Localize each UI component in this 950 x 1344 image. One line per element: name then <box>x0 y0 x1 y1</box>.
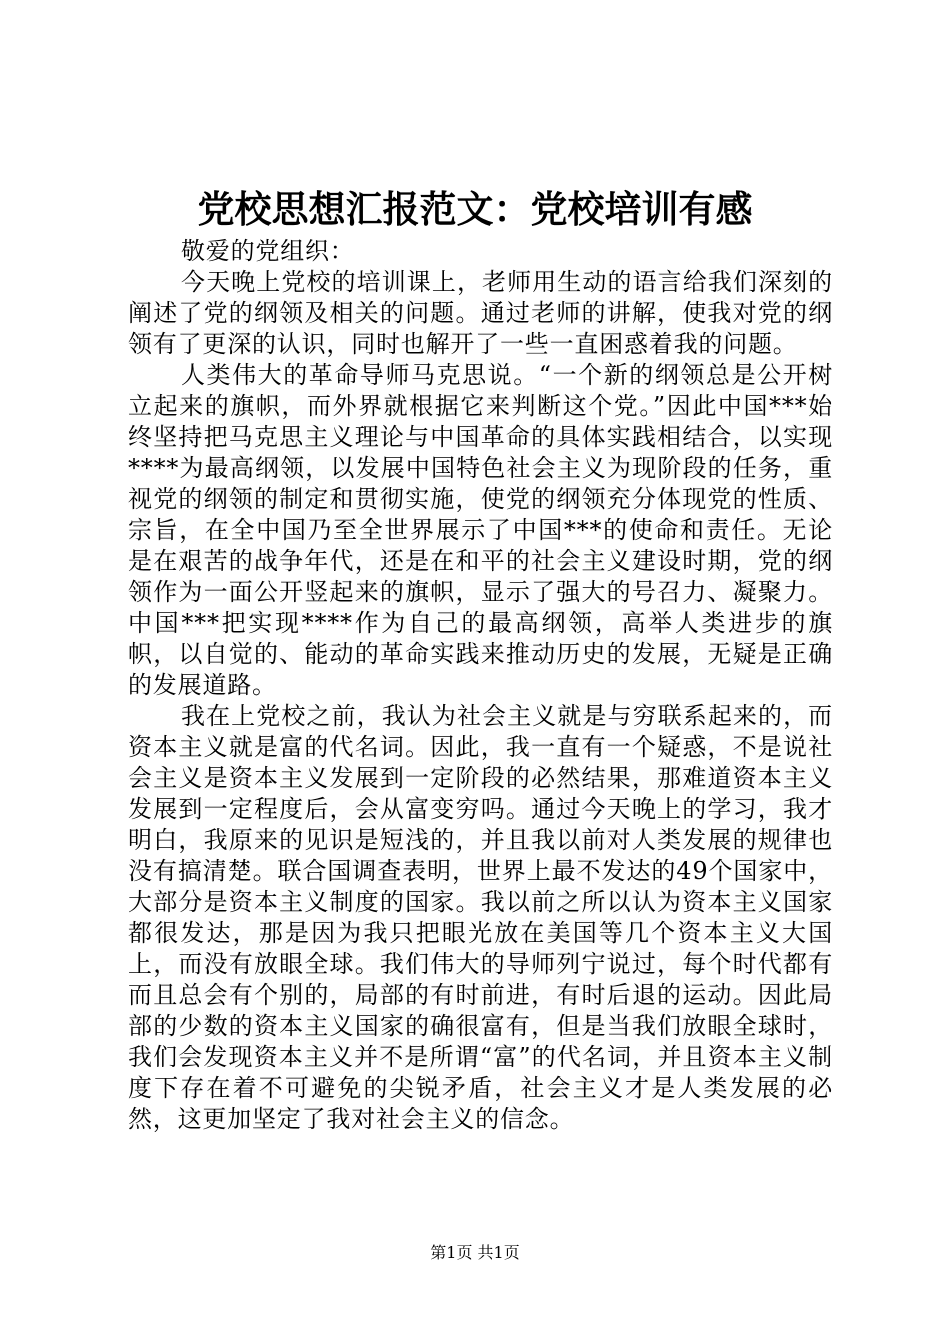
paragraph-2: 人类伟大的革命导师马克思说。“一个新的纲领总是公开树立起来的旗帜，而外界就根据它来判断这个党。”因此中国***始终坚持把马克思主义理论与中国革命的具体实践相结合，以实现****为最高纲领，以发展中国特色社会主义为现阶段的任务，重视党的纲领的制定和贯彻实施，使党的纲领充分体现党的性质、宗旨，在全中国乃至全世界展示了中国***的使命和责任。无论是在艰苦的战争年代，还是在和平的社会主义建设时期，党的纲领作为一面公开竖起来的旗帜，显示了强大的号召力、凝聚力。中国***把实现****作为自己的最高纲领，高举人类进步的旗帜，以自觉的、能动的革命实践来推动历史的发展，无疑是正确的发展道路。 <box>128 361 833 699</box>
page-title: 党校思想汇报范文：党校培训有感 <box>197 187 753 231</box>
document-body <box>128 236 833 1135</box>
salutation: 敬爱的党组织： <box>181 237 355 265</box>
paragraph-1: 今天晚上党校的培训课上，老师用生动的语言给我们深刻的阐述了党的纲领及相关的问题。通过老师的讲解，使我对党的纲领有了更深的认识，同时也解开了一些一直困惑着我的问题。 <box>128 268 833 358</box>
paragraph-3: 我在上党校之前，我认为社会主义就是与穷联系起来的，而资本主义就是富的代名词。因此，我一直有一个疑惑，不是说社会主义是资本主义发展到一定阶段的必然结果，那难道资本主义发展到一定程度后，会从富变穷吗。通过今天晚上的学习，我才明白，我原来的见识是短浅的，并且我以前对人类发展的规律也没有搞清楚。联合国调查表明，世界上最不发达的49个国家中，大部分是资本主义制度的国家。我以前之所以认为资本主义国家都很发达，那是因为我只把眼光放在美国等几个资本主义大国上，而没有放眼全球。我们伟大的导师列宁说过，每个时代都有而且总会有个别的，局部的有时前进，有时后退的运动。因此局部的少数的资本主义国家的确很富有，但是当我们放眼全球时，我们会发现资本主义并不是所谓“富”的代名词，并且资本主义制度下存在着不可避免的尖锐矛盾，社会主义才是人类发展的必然，这更加坚定了我对社会主义的信念。 <box>128 702 833 1133</box>
page-footer: 第1页 共1页 <box>430 1243 520 1262</box>
